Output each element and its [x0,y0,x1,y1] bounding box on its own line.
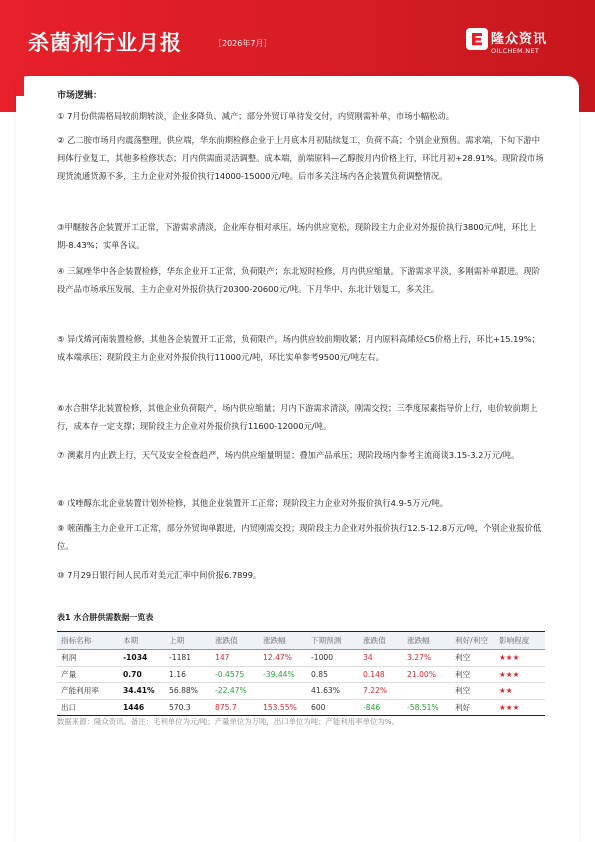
table-cell: 0.85 [307,666,359,683]
table-cell: 7.22% [359,683,403,700]
table-cell: -39.44% [259,666,307,683]
table-cell: -846 [359,699,403,716]
paragraph-1: ① 7月份供需格局较前期转淡，企业多降负、减产；部分外贸订单待发交付，内贸刚需补单，市场小幅松动。 [57,111,455,121]
paragraph-6: ⑥水合肼华北装置检修，其他企业负荷限产，场内供应缩量；月内下游需求清淡，刚需交投；三季度尿素指导价上行，电价较前期上行，成本存一定支撑；现阶段主力企业对外报价执行11600-12000元/吨。 [57,403,538,432]
table-cell: 21.00% [403,666,451,683]
col-header: 利好/利空 [451,632,495,650]
paragraph-4: ④ 三氮唑华中各企装置检修，华东企业开工正常，负荷限产；东北短时检修，月内供应缩量。下游需求平淡，多刚需补单跟进。现阶段产品市场承压发展，主力企业对外报价执行20300-20600元/吨。下月华中、东北计划复工，多关注。 [57,266,541,295]
table-cell: 0.70 [119,666,165,683]
table-cell: 56.88% [165,683,211,700]
table-cell: -58.51% [403,699,451,716]
paragraph-5: ⑤ 异戊烯河南装置检修，其他各企装置开工正常，负荷限产，场内供应较前期收紧；月内原料高烯烃C5价格上行，环比+15.19%；成本端承压；现阶段主力企业对外报价执行11000元/吨，环比实单参考9500元/吨左右。 [57,334,540,363]
table-cell: 1.16 [165,666,211,683]
paragraph-3: ③甲醚胺各企装置开工正常，下游需求清淡，企业库存相对承压。场内供应宽松，现阶段主力企业对外报价执行3800元/吨，环比上期-8.43%；实单各议。 [57,222,537,251]
table-cell: 147 [211,650,259,667]
table-cell: ★★ [495,683,545,700]
table-cell: 产量 [57,666,119,683]
table-cell: 600 [307,699,359,716]
col-header: 涨跌幅 [259,632,307,650]
table-cell: 0.148 [359,666,403,683]
section-title: 市场逻辑： [57,91,103,101]
table-cell: 12.47% [259,650,307,667]
table-row [57,666,545,683]
table-cell: 利润 [57,650,119,667]
table-cell: 34 [359,650,403,667]
table-cell: -22.47% [211,683,259,700]
table-title: 表1 水合肼供需数据一览表 [57,613,154,622]
table-cell: -1000 [307,650,359,667]
col-header: 涨跌幅 [403,632,451,650]
table-cell: -1181 [165,650,211,667]
card-accent [16,76,24,96]
paragraph-2: ② 乙二胺市场月内震荡整理。供应端，华东前期检修企业于上月底本月初陆续复工，负荷不高；个别企业预售。需求端，下旬下游中间体行业复工，其他多检修状态；月内供需面灵活调整。成本端，前端原料—乙醇胺月内价格上行，环比月初+28.91%。现阶段市场现货流通货源不多，主力企业对外报价执行14000-15000元/吨。后市多关注场内各企装置负荷调整情况。 [57,135,544,182]
table-body [57,650,545,716]
table-row [57,699,545,716]
table-cell: -0.4575 [211,666,259,683]
logo-text-en: OILCHEM.NET [491,47,540,55]
table-row [57,650,545,667]
table-cell: 产能利用率 [57,683,119,700]
col-header: 上期 [165,632,211,650]
paragraph-8: ⑧ 戊唑醇东北企业装置计划外检修，其他企业装置开工正常；现阶段主力企业对外报价执行4.9-5万元/吨。 [57,498,449,508]
paragraph-7: ⑦ 澳素月内止跌上行，天气及安全检查趋严，场内供应缩量明显；叠加产品承压；现阶段场内参考主流商谈3.15-3.2万元/吨。 [57,450,520,460]
paragraph-9: ⑨ 嘧菌酯主力企业开工正常，部分外贸询单跟进，内贸刚需交投；现阶段主力企业对外报价执行12.5-12.8万元/吨，个别企业报价低位。 [57,523,542,552]
table-cell: 41.63% [307,683,359,700]
table-header-row [57,632,545,650]
table-cell: 利好 [451,699,495,716]
col-header: 影响程度 [495,632,545,650]
logo-text-cn: 隆众资讯 [491,32,548,47]
logo-mark-icon [466,28,488,50]
col-header: 涨跌值 [359,632,403,650]
report-title: 杀菌剂行业月报 [28,31,182,55]
table-cell [403,683,451,700]
table-cell: 出口 [57,699,119,716]
table-row [57,683,545,700]
table-cell: -1034 [119,650,165,667]
report-date: ［2026年7月］ [214,39,272,48]
table-cell: ★★★ [495,650,545,667]
col-header: 指标名称 [57,632,119,650]
table-cell: 34.41% [119,683,165,700]
table-cell: 153.55% [259,699,307,716]
col-header: 本期 [119,632,165,650]
table-cell: ★★★ [495,699,545,716]
table-cell: ★★★ [495,666,545,683]
table-cell: 利空 [451,650,495,667]
supply-demand-table [57,631,545,716]
table-cell: 1446 [119,699,165,716]
table-cell: 875.7 [211,699,259,716]
paragraph-10: ⑩ 7月29日银行间人民币对美元汇率中间价报6.7899。 [57,570,262,580]
col-header: 涨跌值 [211,632,259,650]
company-logo [466,26,570,60]
table-cell: 利空 [451,666,495,683]
table-cell: 570.3 [165,699,211,716]
col-header: 下期预测 [307,632,359,650]
table-cell: 3.27% [403,650,451,667]
table-cell [259,683,307,700]
source-note: 数据来源：隆众资讯。备注：毛利单位为元/吨；产量单位为万吨，出口单位为吨；产能利用率单位为%。 [57,717,400,726]
table-cell: 利空 [451,683,495,700]
